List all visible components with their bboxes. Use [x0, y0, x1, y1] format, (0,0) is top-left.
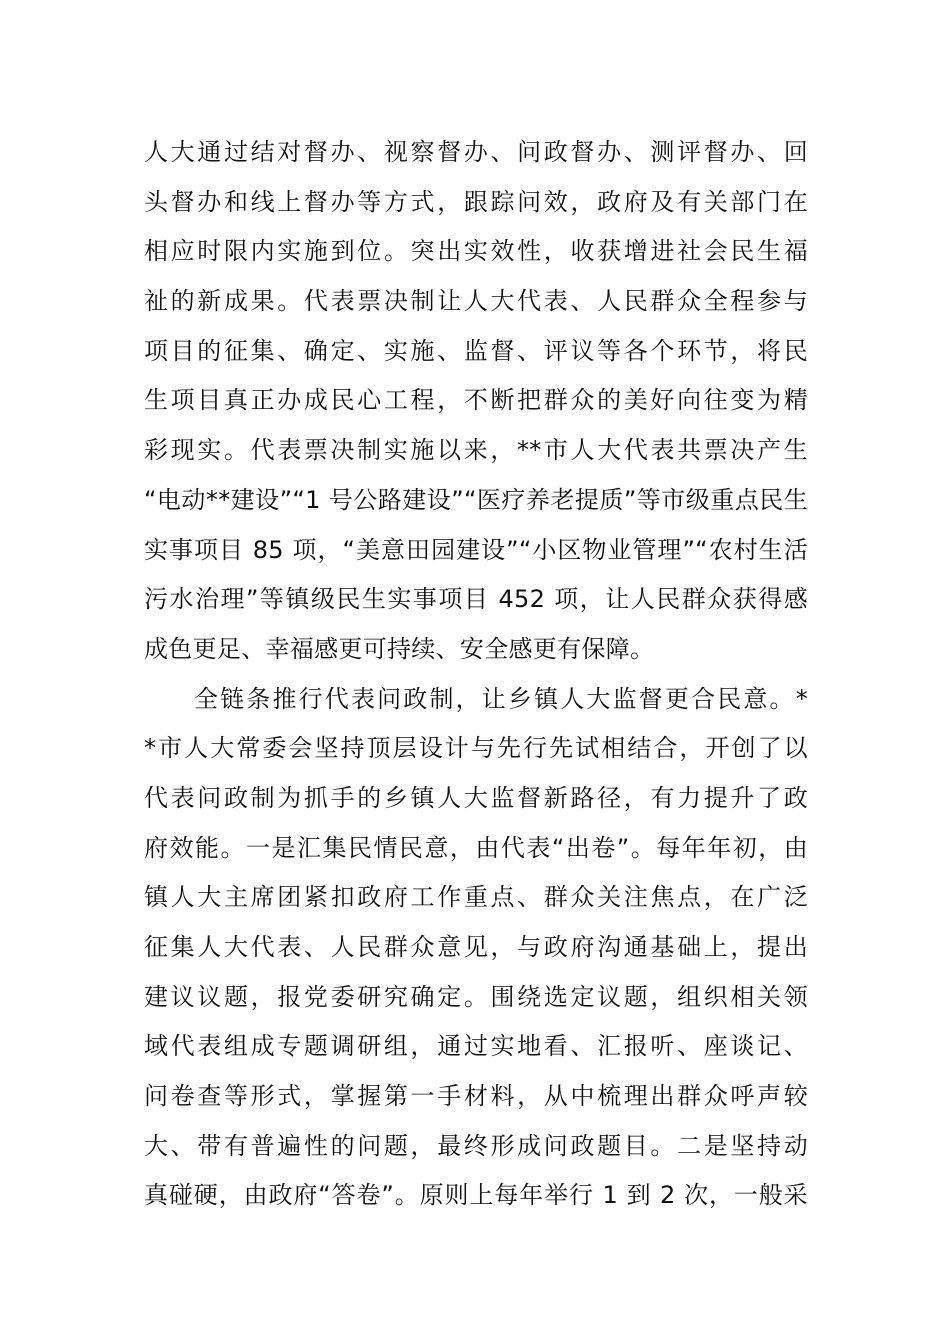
paragraph-1: [144, 128, 808, 675]
text-line: 实事项目 85 项，“美意田园建设”“小区物业管理”“农村生活: [144, 535, 808, 564]
text-line: 问卷查等形式，掌握第一手材料，从中梳理出群众呼声较: [144, 1082, 808, 1111]
text-line: 府效能。一是汇集民情民意，由代表“出卷”。每年年初，由: [144, 833, 808, 862]
text-line: 污水治理”等镇级民生实事项目 452 项，让人民群众获得感: [144, 585, 808, 614]
text-line: 真碰硬，由政府“答卷”。原则上每年举行 1 到 2 次，一般采: [144, 1181, 808, 1210]
text-line: 镇人大主席团紧扣政府工作重点、群众关注焦点，在广泛: [144, 883, 808, 912]
text-line: 域代表组成专题调研组，通过实地看、汇报听、座谈记、: [144, 1032, 808, 1061]
text-line: 人大通过结对督办、视察督办、问政督办、测评督办、回: [144, 138, 808, 166]
body-text: [144, 128, 808, 1221]
text-line: 成色更足、幸福感更可持续、安全感更有保障。: [144, 634, 655, 663]
text-line: 大、带有普遍性的问题，最终形成问政题目。二是坚持动: [144, 1131, 808, 1160]
text-line: 头督办和线上督办等方式，跟踪问效，政府及有关部门在: [144, 187, 808, 216]
text-line: *市人大常委会坚持顶层设计与先行先试相结合，开创了以: [144, 734, 808, 763]
paragraph-2: [144, 675, 808, 1222]
text-line: 全链条推行代表问政制，让乡镇人大监督更合民意。*: [194, 684, 808, 713]
text-line: 彩现实。代表票决制实施以来，**市人大代表共票决产生: [144, 436, 808, 465]
text-line: 征集人大代表、人民群众意见，与政府沟通基础上，提出: [144, 933, 808, 961]
text-line: 项目的征集、确定、实施、监督、评议等各个环节，将民: [144, 336, 808, 365]
text-line: 相应时限内实施到位。突出实效性，收获增进社会民生福: [144, 237, 808, 266]
text-line: 祉的新成果。代表票决制让人大代表、人民群众全程参与: [144, 287, 808, 316]
text-line: “电动**建设”“1 号公路建设”“医疗养老提质”等市级重点民生: [144, 485, 808, 514]
text-line: 建议议题，报党委研究确定。围绕选定议题，组织相关领: [144, 982, 808, 1011]
text-line: 代表问政制为抓手的乡镇人大监督新路径，有力提升了政: [144, 783, 808, 812]
text-line: 生项目真正办成民心工程，不断把群众的美好向往变为精: [144, 386, 808, 415]
